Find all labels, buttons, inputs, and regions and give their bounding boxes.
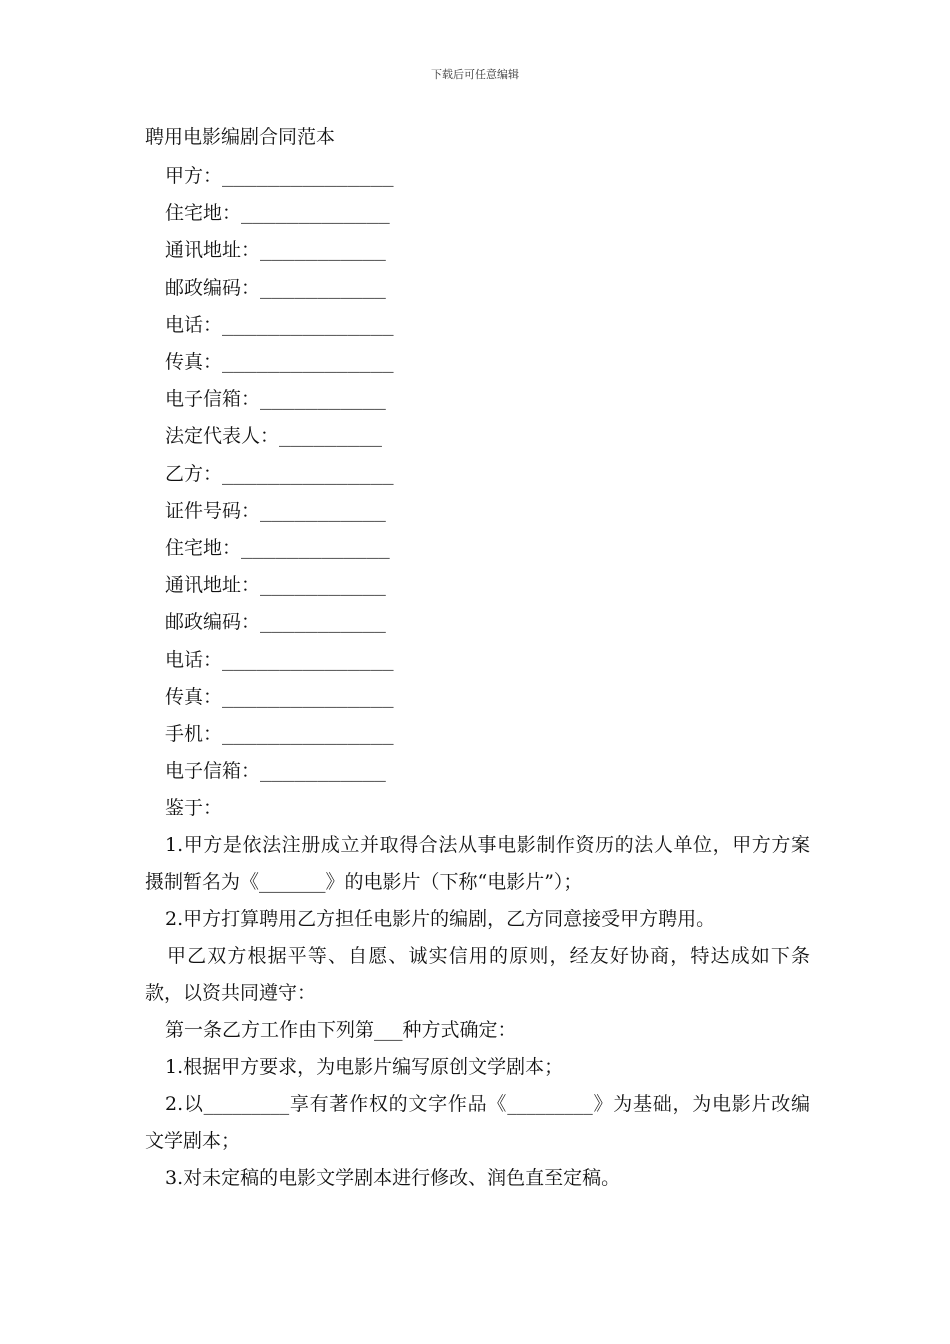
fill-in-blank: ___________ [260, 574, 386, 597]
form-field-line [145, 307, 810, 344]
form-field-line [145, 753, 810, 790]
field-label: 电话： [165, 648, 223, 671]
field-label: 传真： [165, 351, 223, 374]
form-field-line [145, 642, 810, 679]
form-field-line [145, 344, 810, 381]
fill-in-blank: _____________ [241, 202, 390, 225]
field-label: 手机： [165, 723, 223, 746]
contract-paragraph: 3.对未定稿的电影文学剧本进行修改、润色直至定稿。 [165, 1167, 621, 1190]
contract-paragraph: 1.根据甲方要求，为电影片编写原创文学剧本； [165, 1056, 564, 1079]
field-label: 邮政编码： [165, 276, 261, 299]
fill-in-blank: ___________ [260, 276, 386, 299]
form-field-line [145, 604, 810, 641]
form-field-line [145, 530, 810, 567]
field-label: 电子信箱： [165, 760, 261, 783]
contract-paragraph: 2.甲方打算聘用乙方担任电影片的编剧，乙方同意接受甲方聘用。 [165, 908, 716, 931]
form-field-line [145, 493, 810, 530]
form-field-line [145, 567, 810, 604]
contract-paragraph: 1.甲方是依法注册成立并取得合法从事电影制作资历的法人单位，甲方方案摄制暂名为《_______》的电影片（下称“电影片”）； [145, 834, 810, 894]
fill-in-blank: _______________ [222, 313, 394, 336]
field-label: 住宅地： [165, 202, 242, 225]
fill-in-blank: ___________ [260, 388, 386, 411]
fill-in-blank: _________ [279, 425, 382, 448]
page-header: 下载后可任意编辑 [431, 68, 519, 81]
fill-in-blank: _______________ [222, 685, 394, 708]
form-field-line [145, 679, 810, 716]
contract-paragraph: 鉴于： [165, 797, 223, 820]
form-field-line [145, 270, 810, 307]
fill-in-blank: ___________ [260, 611, 386, 634]
form-field-line [145, 418, 810, 455]
form-field-line [145, 195, 810, 232]
contract-paragraph: 第一条乙方工作由下列第___种方式确定： [165, 1019, 517, 1042]
fill-in-blank: _______________ [222, 462, 394, 485]
fill-in-blank: _____________ [241, 537, 390, 560]
field-label: 法定代表人： [165, 425, 280, 448]
form-field-line [145, 716, 810, 753]
party-fields [145, 158, 810, 790]
fill-in-blank: ___________ [260, 760, 386, 783]
field-label: 通讯地址： [165, 239, 261, 262]
field-label: 传真： [165, 685, 223, 708]
fill-in-blank: ___________ [260, 499, 386, 522]
field-label: 甲方： [165, 165, 223, 187]
document-body [145, 124, 810, 1197]
form-field-line [145, 456, 810, 493]
fill-in-blank: _______________ [222, 351, 394, 374]
field-label: 电子信箱： [165, 388, 261, 411]
form-field-line [145, 232, 810, 269]
form-field-line [145, 381, 810, 418]
field-label: 通讯地址： [165, 574, 261, 597]
fill-in-blank: _______________ [222, 165, 394, 187]
fill-in-blank: _______________ [222, 723, 394, 746]
contract-paragraph: 2.以_________享有著作权的文字作品《_________》为基础，为电影片改编文学剧本； [145, 1093, 810, 1153]
form-field-line [145, 158, 810, 195]
field-label: 乙方： [165, 462, 223, 485]
field-label: 电话： [165, 313, 223, 336]
field-label: 邮政编码： [165, 611, 261, 634]
field-label: 住宅地： [165, 537, 242, 560]
contract-paragraph: 甲乙双方根据平等、自愿、诚实信用的原则，经友好协商，特达成如下条款，以资共同遵守： [145, 945, 810, 1005]
fill-in-blank: ___________ [260, 239, 386, 262]
contract-paragraphs [145, 790, 810, 1197]
fill-in-blank: _______________ [222, 648, 394, 671]
document-title: 聘用电影编剧合同范本 [145, 126, 336, 148]
field-label: 证件号码： [165, 499, 261, 522]
